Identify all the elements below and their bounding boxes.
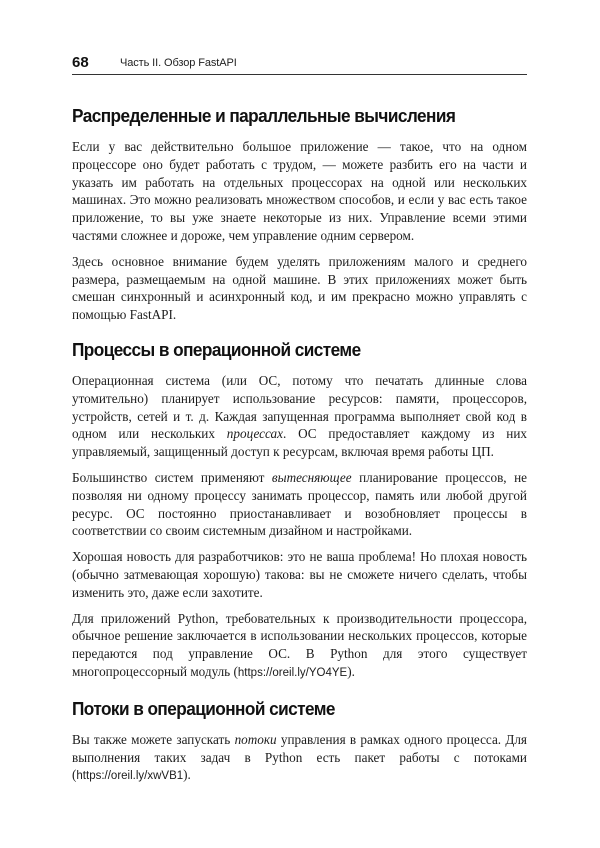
text-run: . ОС предоставляет каждому из них управляемый, защищенный доступ к ресурсам, включая время работы ЦП. — [72, 426, 527, 460]
heading-distributed-computing: Распределенные и параллельные вычисления — [72, 105, 456, 126]
text-run: Операционная система (или ОС, потому что печатать длинные слова утомительно) планирует использование ресурсов: памяти, процессоров, устройств, сетей и т. д. Каждая запущенная программа выполняет свой код в одном или нескольких — [72, 372, 527, 442]
text-run: управления в рамках одного процесса. Для выполнения таких задач в Python есть пакет работы с потоками ( — [72, 731, 527, 783]
heading-os-threads: Потоки в операционной системе — [72, 697, 335, 719]
emphasis-term: процессах — [226, 426, 283, 442]
text-run: Вы также можете запускать — [72, 731, 235, 747]
header-rule — [72, 74, 527, 75]
running-head-title: Часть II. Обзор FastAPI — [120, 57, 237, 69]
multiprocessing-link[interactable]: https://oreil.ly/YO4YE — [237, 666, 348, 679]
emphasis-term: вытесняющее — [271, 469, 352, 485]
text-run: Для приложений Python, требовательных к производительности процессора, обычное решение заключается в использовании нескольких процессов, которые передаются под управление ОС. В Python для этого существует многопроцессорный модуль ( — [72, 610, 527, 679]
threading-link[interactable]: https://oreil.ly/xwVB1 — [76, 770, 184, 783]
paragraph: Здесь основное внимание будем уделять приложениям малого и среднего размера, размещаемым на одной машине. В этих приложениях может быть смешан синхронный и асинхронный код, и им прекрасно можно управлять с помощью FastAPI. — [72, 253, 527, 323]
heading-os-processes: Процессы в операционной системе — [72, 338, 361, 360]
page-number: 68 — [72, 54, 89, 71]
text-run: ). — [183, 767, 191, 783]
paragraph — [72, 610, 527, 683]
text-run: планирование процессов, не позволяя ни одному процессу занимать процессор, память или любой другой ресурс. ОС постоянно приостанавливает и возобновляет процессы в соответствии со своим системным дизайном и настройками. — [72, 469, 528, 539]
running-head — [72, 52, 527, 74]
paragraph: Хорошая новость для разработчиков: это не ваша проблема! Но плохая новость (обычно затмевающая хорошую) такова: вы не сможете ничего сделать, чтобы изменить это, даже если захотите. — [72, 549, 527, 600]
paragraph — [72, 731, 527, 786]
text-run: Большинство систем применяют — [72, 469, 272, 485]
emphasis-term: потоки — [234, 731, 277, 747]
paragraph — [72, 372, 527, 461]
paragraph: Если у вас действительно большое приложение — такое, что на одном процессоре оно будет работать с трудом, — можете разбить его на части и указать им работать на отдельных процессорах на одной или нескольких машинах. Это можно реализовать множеством способов, и если у вас есть такое приложение, то вы уже знаете некоторые из них. Управление всеми этими частями сложнее и дороже, чем управление одним сервером. — [72, 139, 527, 243]
paragraph — [72, 469, 527, 540]
page-content — [72, 104, 527, 794]
text-run: ). — [347, 663, 355, 679]
